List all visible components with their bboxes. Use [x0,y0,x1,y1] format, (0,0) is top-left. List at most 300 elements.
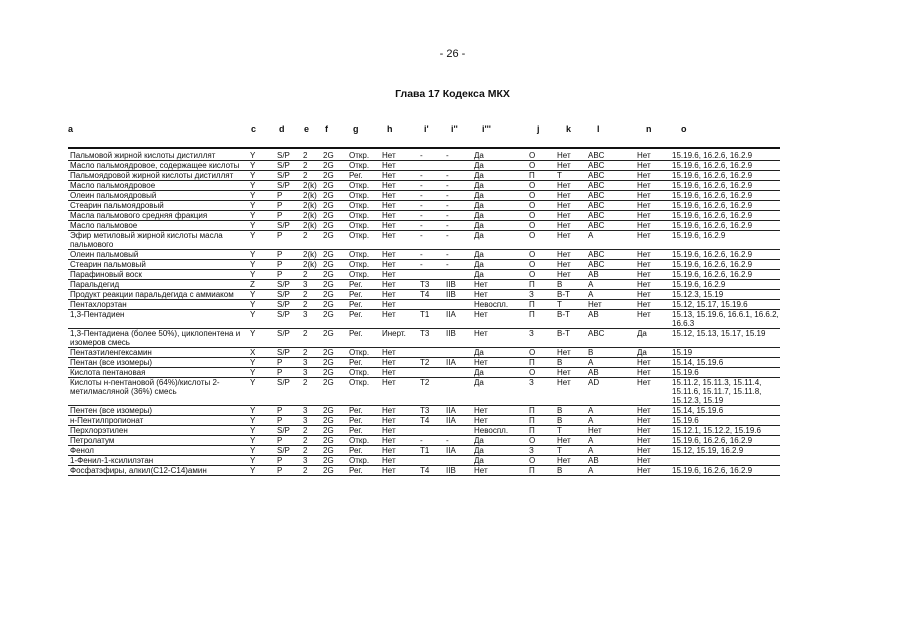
product-name-cell: 1,3-Пентадиена (более 50%), циклопентена и изомеров смесь [70,329,241,347]
table-cell: P [277,436,283,445]
special-requirements-cell: 15.14, 15.19.6 [672,358,724,367]
table-cell: Да [474,191,484,200]
product-name-cell: Масло пальмоядровое, содержащее кислоты [70,161,240,170]
table-cell: 2 [303,270,308,279]
table-cell: ABC [588,221,605,230]
table-cell: A [588,436,594,445]
table-row [68,191,780,201]
special-requirements-cell: 15.19.6, 16.2.9 [672,231,726,240]
table-cell: A [588,406,594,415]
special-requirements-cell: 15.19.6, 16.2.6, 16.2.9 [672,260,753,269]
table-cell: 2G [323,446,334,455]
table-cell: Рег. [349,290,363,299]
table-cell: Нет [557,161,571,170]
table-cell: S/P [277,329,290,338]
table-cell: Нет [637,191,651,200]
table-cell [444,368,472,378]
table-cell: Нет [382,348,396,357]
table-cell: - [420,181,423,190]
table-cell: Нет [637,181,651,190]
table-cell: Нет [637,310,651,319]
table-cell: О [529,151,536,160]
table-cell: Да [474,211,484,220]
table-cell: 2 [303,231,308,240]
table-cell: IIA [446,446,456,455]
table-cell: 2 [303,446,308,455]
table-cell: 2 [303,329,308,338]
table-cell: Y [250,329,256,338]
table-cell: - [420,201,423,210]
table-cell: 2G [323,310,334,319]
table-cell: 2(k) [303,211,317,220]
table-cell: Нет [557,456,571,465]
table-body [68,151,780,476]
table-cell: 2 [303,171,308,180]
table-cell: Откр. [349,456,370,465]
table-cell: Нет [474,358,488,367]
table-cell: О [529,260,536,269]
table-cell: A [588,280,594,289]
table-cell: - [420,171,423,180]
product-name-cell: Олеин пальмоядровый [70,191,157,200]
column-header: k [566,124,572,134]
table-cell: В [588,348,594,357]
table-cell: Нет [474,280,488,289]
product-name-cell: Парафиновый воск [70,270,142,279]
table-cell: 2G [323,348,334,357]
table-cell: Нет [382,378,396,387]
table-cell: Да [474,348,484,357]
table-cell: Нет [637,201,651,210]
special-requirements-cell: 15.12.3, 15.19 [672,290,724,299]
table-cell: T3 [420,406,430,415]
table-cell: Нет [637,290,651,299]
table-cell: Нет [382,416,396,425]
table-cell: IIA [446,416,456,425]
table-cell: Нет [382,250,396,259]
special-requirements-cell: 15.19.6, 16.2.6, 16.2.9 [672,151,753,160]
table-cell: Да [474,161,484,170]
table-cell: В [557,358,563,367]
table-cell: Y [250,171,256,180]
table-cell [418,270,444,280]
table-cell: Нет [557,181,571,190]
table-row [68,348,780,358]
table-cell: Откр. [349,211,370,220]
special-requirements-cell: 15.12, 15.17, 15.19.6 [672,300,748,309]
table-row [68,211,780,221]
table-row [68,329,780,348]
table-cell: Y [250,161,256,170]
table-row [68,406,780,416]
table-cell: Y [250,231,256,240]
table-cell: 2G [323,416,334,425]
table-cell: Откр. [349,151,370,160]
table-cell: - [446,231,449,240]
table-cell: Рег. [349,300,363,309]
table-cell: S/P [277,446,290,455]
table-cell: Нет [637,436,651,445]
table-cell: О [529,250,536,259]
table-cell: 2G [323,181,334,190]
table-cell: P [277,250,283,259]
table-cell: T4 [420,466,430,475]
table-cell: - [446,211,449,220]
table-cell: ABC [588,260,605,269]
table-cell: Нет [382,446,396,455]
column-header: c [251,124,257,134]
table-cell [418,368,444,378]
table-cell: Нет [382,171,396,180]
table-cell: П [529,171,535,180]
table-cell: Нет [382,426,396,435]
table-cell: Y [250,191,256,200]
table-cell: Нет [637,151,651,160]
table-row [68,446,780,456]
table-cell: Нет [557,221,571,230]
table-cell: 2 [303,466,308,475]
table-cell: Рег. [349,358,363,367]
table-cell: AB [588,456,599,465]
table-cell: 3 [303,280,308,289]
table-cell: Нет [557,211,571,220]
table-cell: S/P [277,161,290,170]
table-cell: Нет [382,436,396,445]
table-row [68,181,780,191]
table-cell: Нет [557,378,571,387]
table-cell: IIA [446,406,456,415]
table-cell: ABC [588,211,605,220]
table-cell: 2 [303,378,308,387]
table-cell: Нет [474,329,488,338]
table-cell: 2(k) [303,221,317,230]
table-cell: 2G [323,161,334,170]
table-cell: Да [474,151,484,160]
table-cell: - [446,191,449,200]
table-cell: 2(k) [303,181,317,190]
product-name-cell: Паральдегид [70,280,120,289]
table-cell: ABC [588,329,605,338]
table-cell: A [588,446,594,455]
table-cell: Нет [588,426,602,435]
column-header: g [353,124,359,134]
table-cell: P [277,231,283,240]
special-requirements-cell: 15.19.6, 16.2.6, 16.2.9 [672,436,753,445]
product-name-cell: Пентан (все изомеры) [70,358,153,367]
table-cell: 2G [323,466,334,475]
table-cell: IIB [446,280,456,289]
table-cell: Невоспл. [474,300,509,309]
table-cell: Нет [382,181,396,190]
table-cell: ABC [588,250,605,259]
table-cell: T4 [420,290,430,299]
table-row [68,201,780,211]
table-cell: - [420,436,423,445]
product-name-cell: Петролатум [70,436,115,445]
table-cell: Нет [557,368,571,377]
table-cell: Да [474,250,484,259]
table-cell: IIB [446,290,456,299]
table-cell [444,378,472,406]
product-name-cell: Кислоты н-пентановой (64%)/кислоты 2-метилмасляной (36%) смесь [70,378,220,396]
table-cell: Нет [382,260,396,269]
table-cell: P [277,270,283,279]
table-cell: Рег. [349,280,363,289]
table-cell: Y [250,466,256,475]
table-cell: Откр. [349,231,370,240]
column-header: j [537,124,540,134]
table-cell: Нет [382,161,396,170]
chapter-title: Глава 17 Кодекса МКХ [395,88,510,100]
product-name-cell: Масла пальмового средняя фракция [70,211,208,220]
table-cell: 2G [323,280,334,289]
table-cell: A [588,358,594,367]
table-cell: Да [474,446,484,455]
product-name-cell: Пентен (все изомеры) [70,406,153,415]
table-cell: P [277,191,283,200]
table-cell: Откр. [349,181,370,190]
table-cell: 2G [323,406,334,415]
table-cell: T2 [420,378,430,387]
table-cell: Да [474,368,484,377]
table-cell: Нет [382,290,396,299]
product-name-cell: Кислота пентановая [70,368,146,377]
table-cell: IIA [446,310,456,319]
table-cell: Нет [382,201,396,210]
table-cell: - [446,221,449,230]
table-cell: Нет [557,270,571,279]
table-cell: Нет [637,456,651,465]
table-cell: T3 [420,329,430,338]
table-cell: Откр. [349,436,370,445]
table-cell: 3 [303,368,308,377]
table-cell: Откр. [349,270,370,279]
table-cell: 2(k) [303,201,317,210]
special-requirements-cell: 15.12, 15.13, 15.17, 15.19 [672,329,766,338]
column-header: e [304,124,310,134]
table-cell: - [446,181,449,190]
table-cell: ABC [588,181,605,190]
table-cell: ABC [588,151,605,160]
table-cell: Y [250,211,256,220]
special-requirements-cell: 15.19.6, 16.2.6, 16.2.9 [672,211,753,220]
table-row [68,221,780,231]
table-cell: З [529,290,534,299]
table-cell: Нет [637,231,651,240]
table-cell: S/P [277,181,290,190]
table-row [68,231,780,250]
table-cell: S/P [277,378,290,387]
table-cell: Т [557,446,562,455]
table-cell: AB [588,270,599,279]
table-cell: Т [557,171,562,180]
table-row [68,436,780,446]
table-cell: S/P [277,280,290,289]
table-cell: 2 [303,300,308,309]
product-name-cell: Стеарин пальмовый [70,260,146,269]
column-header: i' [424,124,429,134]
table-cell: Нет [474,406,488,415]
table-cell: Да [637,329,647,338]
table-cell: P [277,416,283,425]
table-cell: Нет [637,270,651,279]
table-cell: S/P [277,221,290,230]
table-cell: Нет [637,161,651,170]
table-cell: 2 [303,426,308,435]
table-row [68,426,780,436]
table-cell: П [529,358,535,367]
table-row [68,270,780,280]
table-cell: P [277,260,283,269]
table-cell: Откр. [349,260,370,269]
table-cell: О [529,181,536,190]
table-cell: 2G [323,426,334,435]
table-cell: 2G [323,300,334,309]
table-cell: О [529,221,536,230]
table-cell: Нет [474,310,488,319]
table-cell: P [277,406,283,415]
table-cell: X [250,348,256,357]
table-cell: T3 [420,280,430,289]
table-cell: - [420,211,423,220]
table-cell: 3 [303,310,308,319]
table-cell: О [529,201,536,210]
table-cell: IIB [446,466,456,475]
table-cell: О [529,348,536,357]
table-cell: 2G [323,329,334,338]
table-cell: Y [250,260,256,269]
table-cell: 2 [303,348,308,357]
table-cell: Нет [637,211,651,220]
table-cell: Y [250,151,256,160]
table-cell [418,348,444,358]
table-cell [444,161,472,171]
table-cell: Рег. [349,329,363,338]
table-cell: Откр. [349,378,370,387]
table-cell: Нет [557,436,571,445]
table-cell: О [529,231,536,240]
table-cell: 2G [323,151,334,160]
table-cell: Нет [637,358,651,367]
table-cell: Рег. [349,416,363,425]
table-cell: Да [474,221,484,230]
table-row [68,171,780,181]
table-cell [418,456,444,466]
table-cell: Z [250,280,255,289]
table-cell: 2G [323,456,334,465]
table-cell: Y [250,368,256,377]
table-cell: Нет [382,270,396,279]
column-header: h [387,124,393,134]
table-cell: З [529,329,534,338]
table-cell [418,300,444,310]
table-cell: Нет [557,260,571,269]
table-row [68,368,780,378]
product-name-cell: Фенол [70,446,94,455]
table-cell: S/P [277,151,290,160]
table-cell: 2G [323,171,334,180]
table-cell: Нет [474,290,488,299]
column-header: n [646,124,652,134]
table-cell: S/P [277,348,290,357]
table-cell: О [529,270,536,279]
table-cell: Невоспл. [474,426,509,435]
table-cell: - [420,260,423,269]
table-cell: П [529,406,535,415]
table-cell: В-Т [557,290,570,299]
table-cell: Y [250,300,256,309]
table-cell: - [420,250,423,259]
table-row [68,456,780,466]
table-cell: 2(k) [303,260,317,269]
special-requirements-cell: 15.19.6, 16.2.6, 16.2.9 [672,181,753,190]
table-cell: ABC [588,191,605,200]
table-row [68,161,780,171]
table-cell: A [588,290,594,299]
table-cell: A [588,231,594,240]
table-cell: Нет [637,221,651,230]
table-cell: 2G [323,436,334,445]
special-requirements-cell: 15.19.6, 16.2.6, 16.2.9 [672,161,753,170]
table-cell: Рег. [349,310,363,319]
table-cell: Откр. [349,221,370,230]
table-cell: Нет [474,466,488,475]
table-cell: Y [250,221,256,230]
table-cell: Нет [382,300,396,309]
special-requirements-cell: 15.19.6, 16.2.6, 16.2.9 [672,171,753,180]
table-cell: Нет [382,310,396,319]
table-cell: S/P [277,310,290,319]
table-cell: AD [588,378,600,387]
product-name-cell: Олеин пальмовый [70,250,139,259]
table-cell: Да [474,201,484,210]
table-row [68,358,780,368]
table-cell: - [446,171,449,180]
special-requirements-cell: 15.19.6, 16.2.6, 16.2.9 [672,201,753,210]
product-name-cell: 1,3-Пентадиен [70,310,125,319]
table-cell: - [446,436,449,445]
product-name-cell: н-Пентилпропионат [70,416,144,425]
special-requirements-cell: 15.14, 15.19.6 [672,406,724,415]
product-name-cell: Фосфатэфиры, алкил(C12-C14)амин [70,466,207,475]
table-cell: П [529,280,535,289]
column-header: a [68,124,74,134]
table-cell: 2 [303,290,308,299]
table-cell: A [588,466,594,475]
table-cell: Y [250,378,256,387]
table-cell: 2G [323,260,334,269]
table-cell: Нет [637,300,651,309]
table-cell: - [420,151,423,160]
table-cell: Нет [557,191,571,200]
special-requirements-cell [670,456,780,466]
table-cell: Т [557,300,562,309]
table-cell: Откр. [349,201,370,210]
column-header: d [279,124,285,134]
table-cell: Нет [637,260,651,269]
table-cell: - [446,260,449,269]
page-number: - 26 - [439,48,466,60]
table-cell: Нет [557,201,571,210]
special-requirements-cell: 15.19.6 [672,368,699,377]
product-name-cell: Стеарин пальмоядровый [70,201,164,210]
product-name-cell: Пальмовой жирной кислоты дистиллят [70,151,216,160]
special-requirements-cell: 15.19.6 [672,416,699,425]
table-cell: Нет [557,231,571,240]
table-cell: Рег. [349,446,363,455]
table-cell: Нет [382,280,396,289]
table-cell: Откр. [349,348,370,357]
